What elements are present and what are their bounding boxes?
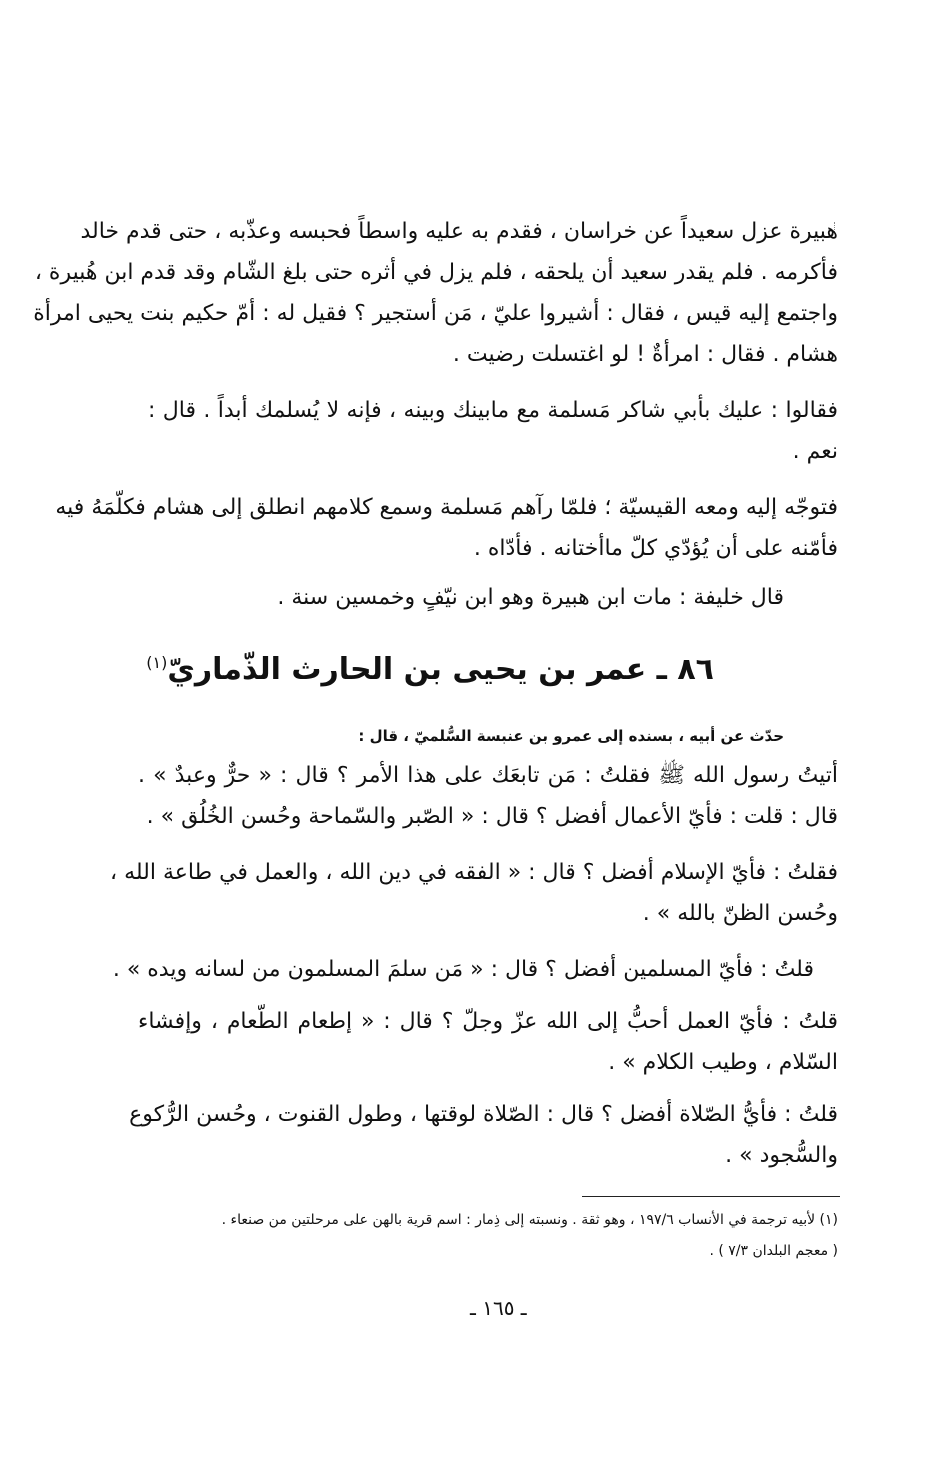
section-heading: [146, 652, 714, 687]
para7-line2: السّلام ، وطيب الكلام » .: [608, 1050, 838, 1075]
para1-line4: هشام . فقال : امرأةٌ ! لو اغتسلت رضيت .: [452, 342, 838, 367]
para1-line2: فأكرمه . فلم يقدر سعيد أن يلحقه ، فلم يزل في أثره حتى بلغ الشّام وقد قدم ابن هُبيرة ،: [34, 260, 838, 285]
para1-line3: واجتمع إليه قيس ، فقال : أشيروا عليّ ، مَن أستجير ؟ فقيل له : أمّ حكيم بنت يحيى امرأة: [33, 301, 838, 326]
para3-line2: فأمّنه على أن يُؤدّي كلّ ماأختانه . فأدّاه .: [473, 536, 838, 561]
para5-line2: وحُسن الظنّ بالله » .: [642, 901, 838, 926]
footnote-rule: [582, 1196, 840, 1197]
para3-line1: فتوجّه إليه ومعه القيسيّة ؛ فلمّا رآهم مَسلمة وسمع كلامهم انطلق إلى هشام فكلّمَهُ فيه: [55, 495, 838, 520]
hadith-line2: قال : قلت : فأيّ الأعمال أفضل ؟ قال : « الصّبر والسّماحة وحُسن الخُلُق » .: [146, 804, 838, 829]
para7-line1: قلتُ : فأيّ العمل أحبُّ إلى الله عزّ وجلّ ؟ قال : « إطعام الطّعام ، وإفشاء: [138, 1009, 838, 1034]
heading-text: ٨٦ ـ عمر بن يحيى بن الحارث الذّماريّ: [167, 652, 714, 687]
heading-note-ref: (١): [146, 653, 168, 672]
para2-line1: فقالوا : عليك بأبي شاكر مَسلمة مع مابينك وبينه ، فإنه لا يُسلمك أبداً . قال :: [148, 398, 838, 423]
page-number: ـ ١٦٥ ـ: [470, 1296, 527, 1320]
footnote-line2: ( معجم البلدان ٧/٣ ) .: [709, 1243, 838, 1259]
para1-line1: هبيرة عزل سعيداً عن خراسان ، فقدم به عليه واسطاً فحبسه وعذّبه ، حتى قدم خالد: [80, 219, 838, 244]
isnad: حدّث عن أبيه ، بسنده إلى عمرو بن عنبسة السُّلميّ ، قال :: [358, 727, 784, 745]
hadith-line1: أتيتُ رسول الله ﷺ فقلتُ : مَن تابعَك على هذا الأمر ؟ قال : « حرٌّ وعبدٌ » .: [138, 763, 838, 788]
footnote-line1: (١) لأبيه ترجمة في الأنساب ١٩٧/٦ ، وهو ثقة . ونسبته إلى ذِمار : اسم قرية بالهن على مرحلتين من صنعاء .: [221, 1212, 838, 1228]
para6: قلتُ : فأيّ المسلمين أفضل ؟ قال : « مَن سلمَ المسلمون من لسانه ويده » .: [112, 957, 814, 982]
para8-line2: والسُّجود » .: [725, 1143, 838, 1168]
para4: قال خليفة : مات ابن هبيرة وهو ابن نيّفٍ وخمسين سنة .: [277, 585, 784, 610]
para2-line2: نعم .: [792, 439, 838, 464]
para8-line1: قلتُ : فأيُّ الصّلاة أفضل ؟ قال : الصّلاة لوقتها ، وطول القنوت ، وحُسن الرُّكوع: [129, 1102, 838, 1127]
para5-line1: فقلتُ : فأيّ الإسلام أفضل ؟ قال : « الفقه في دين الله ، والعمل في طاعة الله ،: [109, 860, 838, 885]
